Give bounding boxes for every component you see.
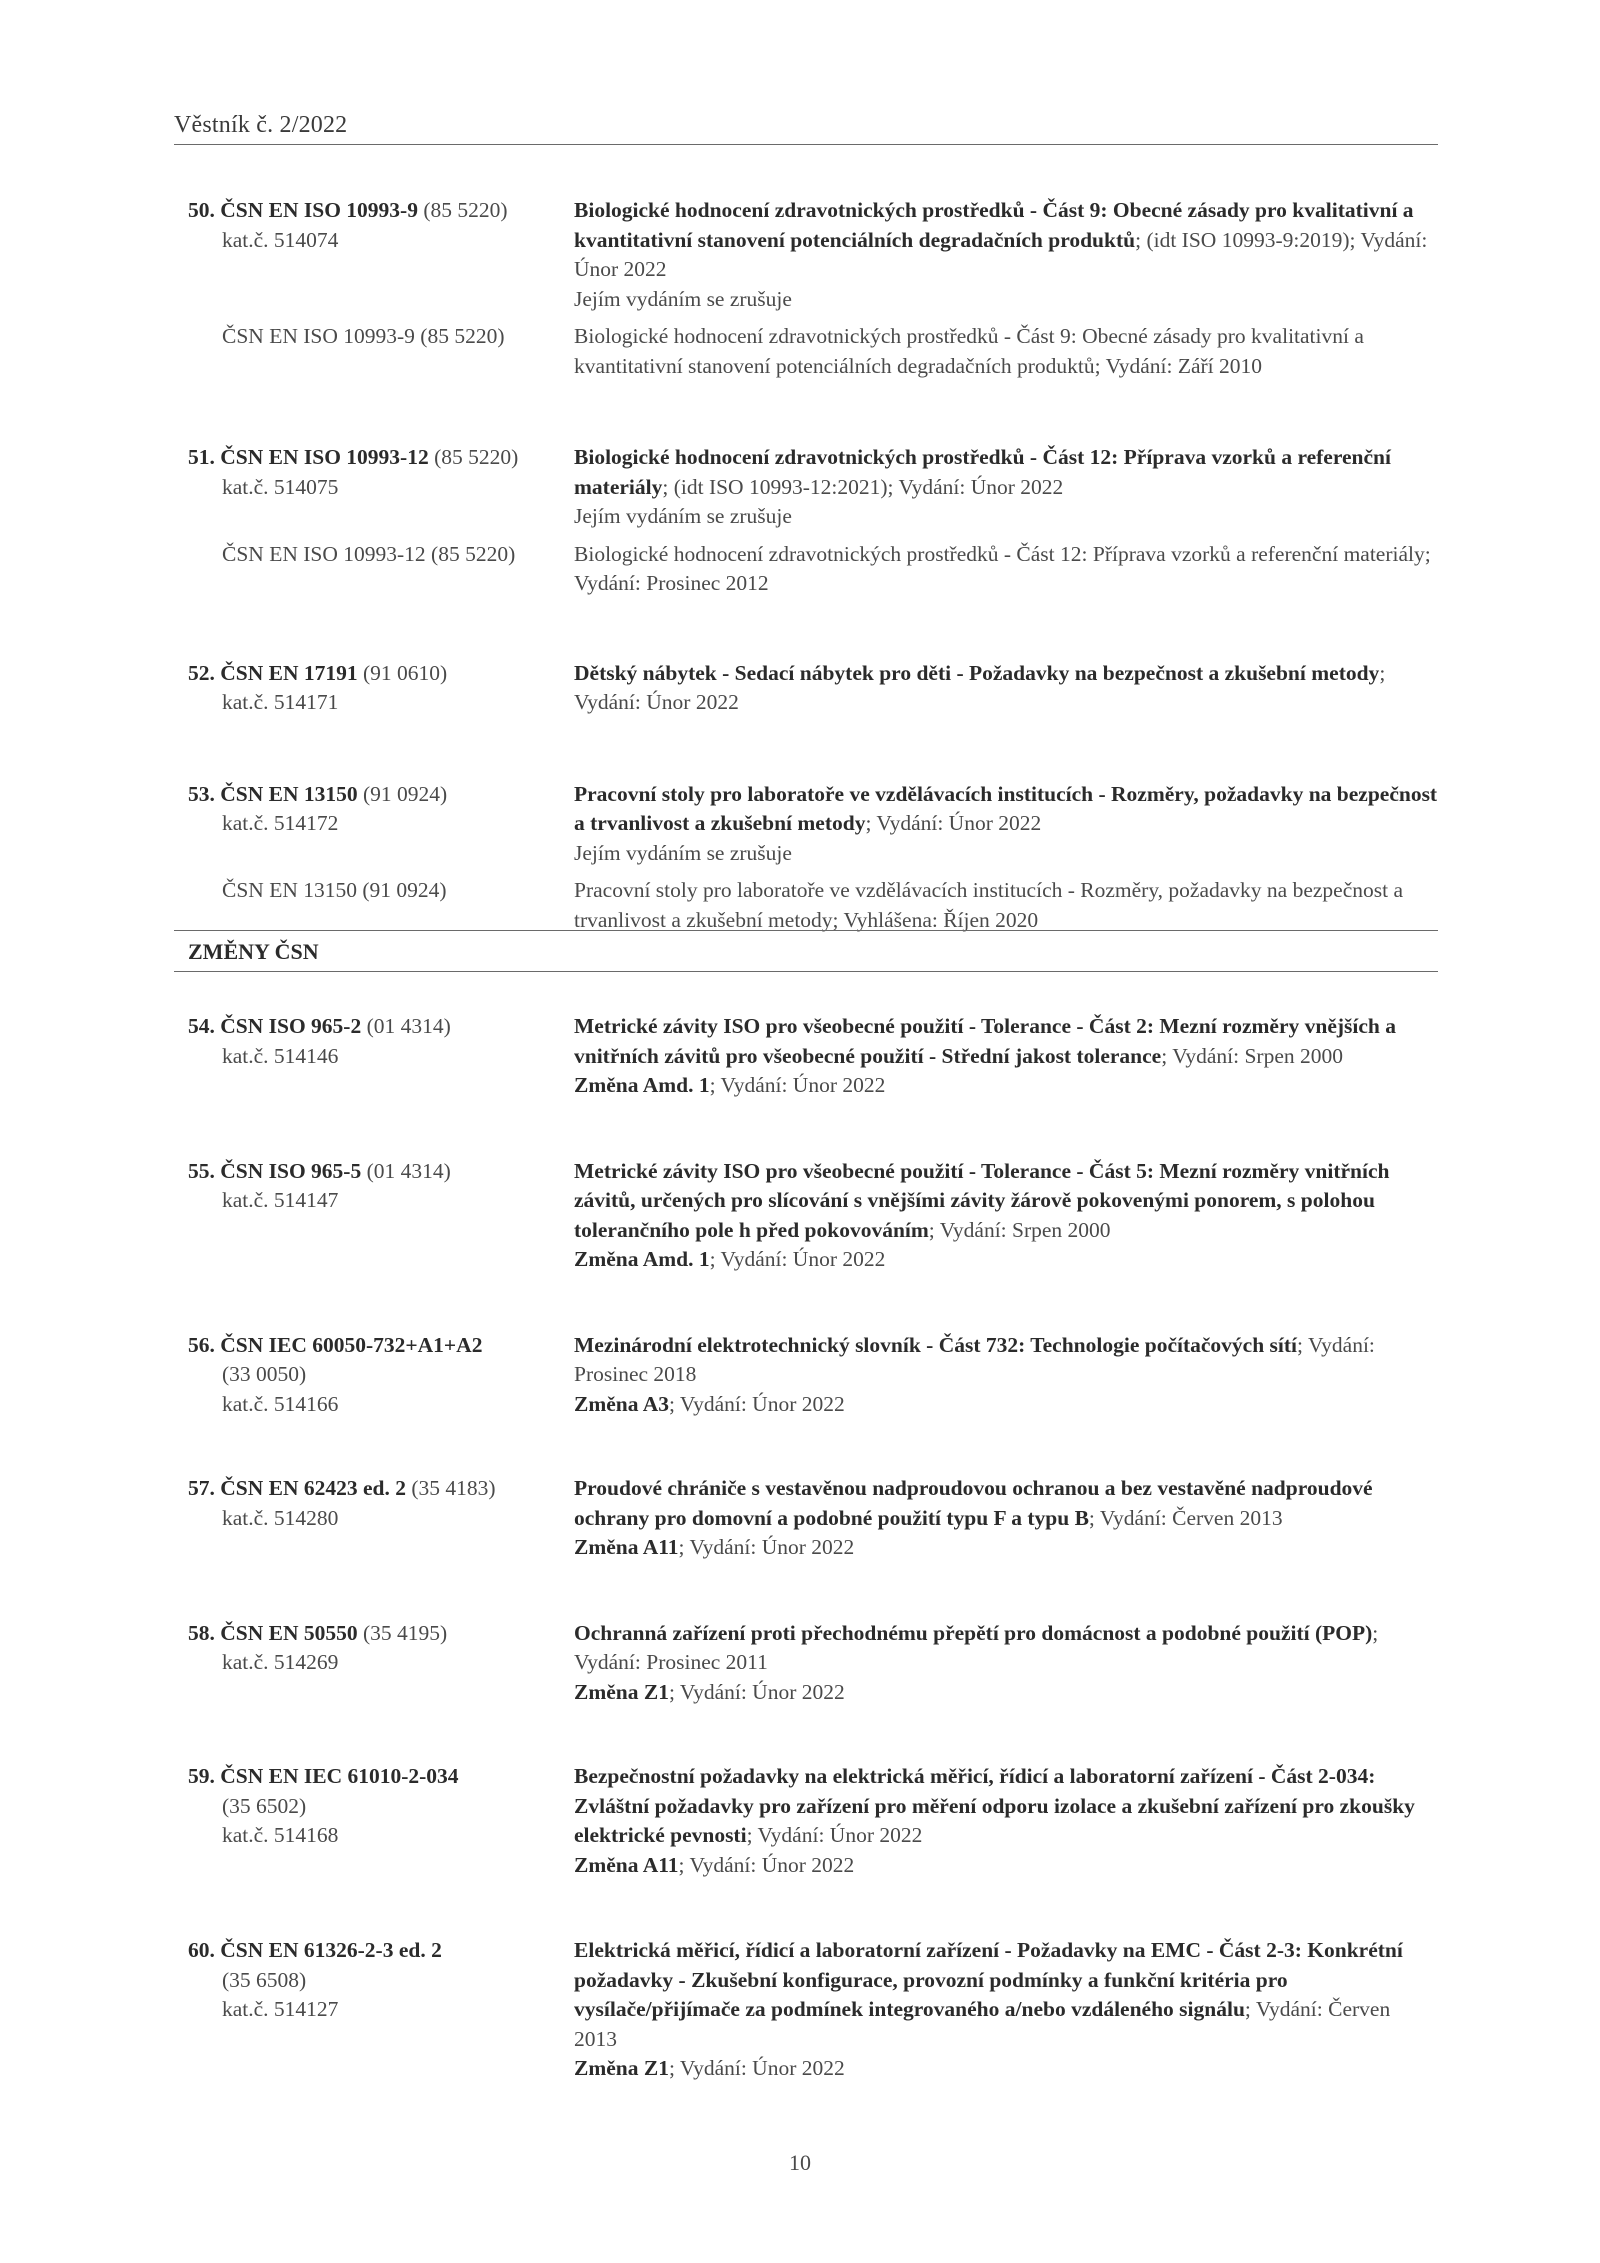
standard-code: ČSN EN 50550: [220, 1620, 358, 1645]
entry-main-row: [188, 196, 1438, 314]
amendment-date: ; Vydání: Únor 2022: [668, 2056, 845, 2080]
entry-main-row: [188, 1619, 1438, 1708]
header-divider: [174, 144, 1438, 145]
amendment-date: ; Vydání: Únor 2022: [709, 1073, 886, 1097]
entry-title: [574, 1474, 1438, 1533]
entry-main-row: [188, 1157, 1438, 1275]
standard-title: Proudové chrániče s vestavěnou nadproudovou ochranou a bez vestavěné nadproudové ochrany pro domovní a podobné použití typu F a typu B: [574, 1476, 1373, 1530]
replaced-standard-row: [188, 876, 1438, 935]
catalog-number: kat.č. 514269: [222, 1650, 339, 1674]
entry-identifier: [188, 659, 574, 718]
standard-title: Dětský nábytek - Sedací nábytek pro děti - Požadavky na bezpečnost a zkušební metody: [574, 660, 1380, 685]
entry-code-line: [188, 780, 574, 810]
entry-number: 56.: [188, 1332, 215, 1357]
entry-main-row: [188, 443, 1438, 532]
amendment-label: Změna A11: [574, 1852, 679, 1877]
entry-description: [574, 659, 1438, 718]
amendment-label: Změna Amd. 1: [574, 1247, 710, 1271]
edition-info: ; (idt ISO 10993-9:2019); Vydání: Únor 2022: [574, 227, 1428, 281]
catalog-number: kat.č. 514075: [222, 474, 339, 499]
section-bottom-divider: [174, 971, 1438, 972]
standard-code: ČSN EN ISO 10993-12: [220, 445, 429, 469]
amendment-line: [574, 1533, 1438, 1563]
standard-entry: [188, 1012, 1438, 1101]
standard-code: ČSN ISO 965-5: [220, 1158, 362, 1183]
entry-code-line: [188, 1474, 574, 1504]
standard-title: Metrické závity ISO pro všeobecné použití - Tolerance - Část 5: Mezní rozměry vnitřních závitů, určených pro slícování s vnějšími závity žárově pokovenými ponorem, s polohou tolerančního pole h před pokovováním: [574, 1158, 1390, 1242]
entry-description: [574, 1762, 1438, 1880]
catalog-number: kat.č. 514147: [222, 1188, 339, 1212]
entry-title: [574, 1762, 1438, 1851]
classification-code: (01 4314): [361, 1158, 451, 1183]
entry-number: 55.: [188, 1158, 215, 1183]
entry-main-row: [188, 1936, 1438, 2084]
entry-number: 57.: [188, 1476, 215, 1500]
entry-code-line: [188, 1331, 574, 1361]
amendment-label: Změna Z1: [574, 1679, 669, 1704]
standard-entry: [188, 443, 1438, 599]
entry-main-row: [188, 1331, 1438, 1420]
entry-identifier: [188, 196, 574, 314]
standard-title: Biologické hodnocení zdravotnických prostředků - Část 12: Příprava vzorků a referenční materiály: [574, 445, 1391, 499]
entry-main-row: [188, 780, 1438, 869]
entry-code-line: [188, 1619, 574, 1649]
edition-info: ; Vydání: Srpen 2000: [928, 1217, 1111, 1242]
amendment-line: [574, 1390, 1438, 1420]
amendment-date: ; Vydání: Únor 2022: [668, 1391, 845, 1416]
entry-description: [574, 1331, 1438, 1420]
entry-code-line: [188, 1157, 574, 1187]
catalog-number: kat.č. 514074: [222, 227, 339, 252]
amendment-label: Změna A3: [574, 1391, 669, 1416]
section-title: ZMĚNY ČSN: [188, 939, 319, 964]
entry-number: 50.: [188, 198, 215, 222]
classification-code: (85 5220): [417, 198, 508, 222]
standard-title: Biologické hodnocení zdravotnických prostředků - Část 9: Obecné zásady pro kvalitativní a kvantitativní stanovení potenciálních degradačních produktů: [574, 198, 1414, 252]
standard-entry: [188, 1762, 1438, 1880]
standard-entry: [188, 1936, 1438, 2084]
entry-title: [574, 1331, 1438, 1390]
entry-main-row: [188, 1012, 1438, 1101]
entry-number: 51.: [188, 445, 215, 469]
classification-code: (85 5220): [428, 445, 519, 469]
standard-code: ČSN IEC 60050-732+A1+A2: [220, 1332, 483, 1357]
replaced-standard-row: [188, 322, 1438, 381]
entry-identifier: [188, 1157, 574, 1275]
replaced-standard-code: ČSN EN ISO 10993-12 (85 5220): [222, 541, 516, 566]
classification-code: (91 0924): [357, 781, 448, 806]
catalog-number: kat.č. 514166: [222, 1391, 339, 1416]
amendment-date: ; Vydání: Únor 2022: [709, 1247, 886, 1271]
entry-identifier: [188, 1331, 574, 1420]
standard-code: ČSN EN 61326-2-3 ed. 2: [220, 1938, 442, 1962]
amendment-line: [574, 1071, 1438, 1101]
edition-info: ; Vydání: Únor 2022: [574, 660, 1386, 714]
entry-title: [574, 443, 1438, 502]
edition-info: ; Vydání: Únor 2022: [746, 1823, 923, 1847]
classification-code: (35 4183): [406, 1476, 496, 1500]
standards-list-new: [188, 196, 1438, 935]
entry-code-line: [188, 1762, 574, 1792]
edition-info: ; Vydání: Červen 2013: [1088, 1505, 1283, 1530]
standard-entry: [188, 196, 1438, 381]
replaced-standard-code: ČSN EN 13150 (91 0924): [222, 878, 447, 902]
standard-entry: [188, 1331, 1438, 1420]
entry-title: [574, 196, 1438, 285]
entry-code-line: [188, 1012, 574, 1042]
entry-identifier: [188, 1762, 574, 1880]
standard-entry: [188, 659, 1438, 718]
amendment-date: ; Vydání: Únor 2022: [678, 1852, 855, 1877]
edition-info: ; Vydání: Únor 2022: [865, 811, 1042, 835]
entry-identifier: [188, 443, 574, 532]
standard-title: Bezpečnostní požadavky na elektrická měřicí, řídicí a laboratorní zařízení - Část 2-034: Zvláštní požadavky pro zařízení pro měření odporu izolace a zkušební zařízení pro zkoušky elektrické pevnosti: [574, 1764, 1415, 1847]
entry-number: 58.: [188, 1620, 215, 1645]
standard-title: Elektrická měřicí, řídicí a laboratorní zařízení - Požadavky na EMC - Část 2-3: Konkrétní požadavky - Zkušební konfigurace, provozní podmínky a funkční kritéria pro vysílače/přijímače za podmínek integrovaného a/nebo vzdáleného signálu: [574, 1938, 1403, 2021]
amendment-line: [574, 1245, 1438, 1275]
edition-info: ; Vydání: Prosinec 2011: [574, 1620, 1379, 1674]
standard-title: Ochranná zařízení proti přechodnému přepětí pro domácnost a podobné použití (POP): [574, 1620, 1373, 1645]
edition-info: ; Vydání: Červen 2013: [574, 1997, 1391, 2051]
entry-title: [574, 1157, 1438, 1246]
classification-code: (33 0050): [222, 1362, 307, 1386]
entry-title: [574, 780, 1438, 839]
entry-description: [574, 1157, 1438, 1275]
catalog-number: kat.č. 514146: [222, 1043, 339, 1068]
standard-code: ČSN EN ISO 10993-9: [220, 198, 418, 222]
standard-entry: [188, 1157, 1438, 1275]
catalog-number: kat.č. 514168: [222, 1823, 339, 1847]
catalog-number: kat.č. 514280: [222, 1505, 339, 1530]
replaced-standard-code: ČSN EN ISO 10993-9 (85 5220): [222, 324, 505, 348]
standard-code: ČSN EN 13150: [220, 781, 358, 806]
entry-identifier: [188, 1474, 574, 1563]
withdrawal-note: Jejím vydáním se zrušuje: [574, 286, 792, 311]
entry-description: [574, 196, 1438, 314]
classification-code: (01 4314): [361, 1014, 451, 1038]
entry-description: [574, 1012, 1438, 1101]
amendment-line: [574, 1678, 1438, 1708]
standard-title: Pracovní stoly pro laboratoře ve vzdělávacích institucích - Rozměry, požadavky na bezpečnost a trvanlivost a zkušební metody: [574, 781, 1438, 835]
entry-identifier: [188, 780, 574, 869]
classification-code: (91 0610): [357, 660, 448, 685]
standard-entry: [188, 1474, 1438, 1563]
replaced-standard-title: Pracovní stoly pro laboratoře ve vzdělávacích institucích - Rozměry, požadavky na bezpečnost a trvanlivost a zkušební metody; Vyhlášena: Říjen 2020: [574, 878, 1404, 932]
entry-identifier: [188, 1936, 574, 2084]
standard-entry: [188, 1619, 1438, 1708]
catalog-number: kat.č. 514127: [222, 1997, 339, 2021]
amendment-line: [574, 2054, 1438, 2084]
journal-title: Věstník č. 2/2022: [174, 112, 348, 138]
classification-code: (35 4195): [357, 1620, 448, 1645]
entry-description: [574, 780, 1438, 869]
standard-code: ČSN ISO 965-2: [220, 1014, 362, 1038]
entry-title: [574, 659, 1438, 718]
entry-number: 53.: [188, 781, 215, 806]
amendment-date: ; Vydání: Únor 2022: [668, 1679, 845, 1704]
entry-number: 52.: [188, 660, 215, 685]
classification-code: (35 6502): [222, 1793, 307, 1818]
entry-description: [574, 443, 1438, 532]
entry-description: [574, 1474, 1438, 1563]
entry-description: [574, 1936, 1438, 2084]
standard-code: ČSN EN IEC 61010-2-034: [220, 1764, 459, 1788]
catalog-number: kat.č. 514171: [222, 690, 339, 714]
section-zmeny-csn: [174, 930, 1438, 972]
standard-title: Metrické závity ISO pro všeobecné použití - Tolerance - Část 2: Mezní rozměry vnějších a vnitřních závitů pro všeobecné použití - Střední jakost tolerance: [574, 1014, 1397, 1068]
edition-info: ; Vydání: Srpen 2000: [1161, 1043, 1343, 1068]
entry-main-row: [188, 1474, 1438, 1563]
classification-code: (35 6508): [222, 1967, 307, 1992]
standard-entry: [188, 780, 1438, 936]
entry-title: [574, 1619, 1438, 1678]
withdrawal-note: Jejím vydáním se zrušuje: [574, 840, 792, 865]
entry-title: [574, 1936, 1438, 2054]
entry-identifier: [188, 1619, 574, 1708]
entry-code-line: [188, 659, 574, 689]
catalog-number: kat.č. 514172: [222, 811, 339, 835]
entry-code-line: [188, 196, 574, 226]
standard-code: ČSN EN 17191: [220, 660, 358, 685]
entry-number: 59.: [188, 1764, 215, 1788]
entry-main-row: [188, 659, 1438, 718]
standard-title: Mezinárodní elektrotechnický slovník - Část 732: Technologie počítačových sítí: [574, 1332, 1298, 1357]
replaced-standard-title: Biologické hodnocení zdravotnických prostředků - Část 9: Obecné zásady pro kvalitativní a kvantitativní stanovení potenciálních degradačních produktů; Vydání: Září 2010: [574, 324, 1364, 378]
edition-info: ; Vydání: Prosinec 2018: [574, 1332, 1375, 1386]
entry-title: [574, 1012, 1438, 1071]
entry-number: 60.: [188, 1938, 215, 1962]
amendment-label: Změna Amd. 1: [574, 1073, 710, 1097]
withdrawal-note: Jejím vydáním se zrušuje: [574, 504, 792, 528]
entry-code-line: [188, 1936, 574, 1966]
amendment-label: Změna A11: [574, 1535, 679, 1559]
page-number: 10: [789, 2150, 811, 2175]
replaced-standard-row: [188, 540, 1438, 599]
entry-number: 54.: [188, 1014, 215, 1038]
entry-identifier: [188, 1012, 574, 1101]
entry-code-line: [188, 443, 574, 473]
amendment-line: [574, 1851, 1438, 1881]
standards-list-changes: [188, 1012, 1438, 2084]
amendment-date: ; Vydání: Únor 2022: [678, 1535, 855, 1559]
entry-description: [574, 1619, 1438, 1708]
edition-info: ; (idt ISO 10993-12:2021); Vydání: Únor 2022: [662, 474, 1064, 499]
amendment-label: Změna Z1: [574, 2056, 669, 2080]
replaced-standard-title: Biologické hodnocení zdravotnických prostředků - Část 12: Příprava vzorků a referenční materiály; Vydání: Prosinec 2012: [574, 541, 1431, 595]
page-header: [174, 112, 1438, 139]
standard-code: ČSN EN 62423 ed. 2: [220, 1476, 407, 1500]
entry-main-row: [188, 1762, 1438, 1880]
